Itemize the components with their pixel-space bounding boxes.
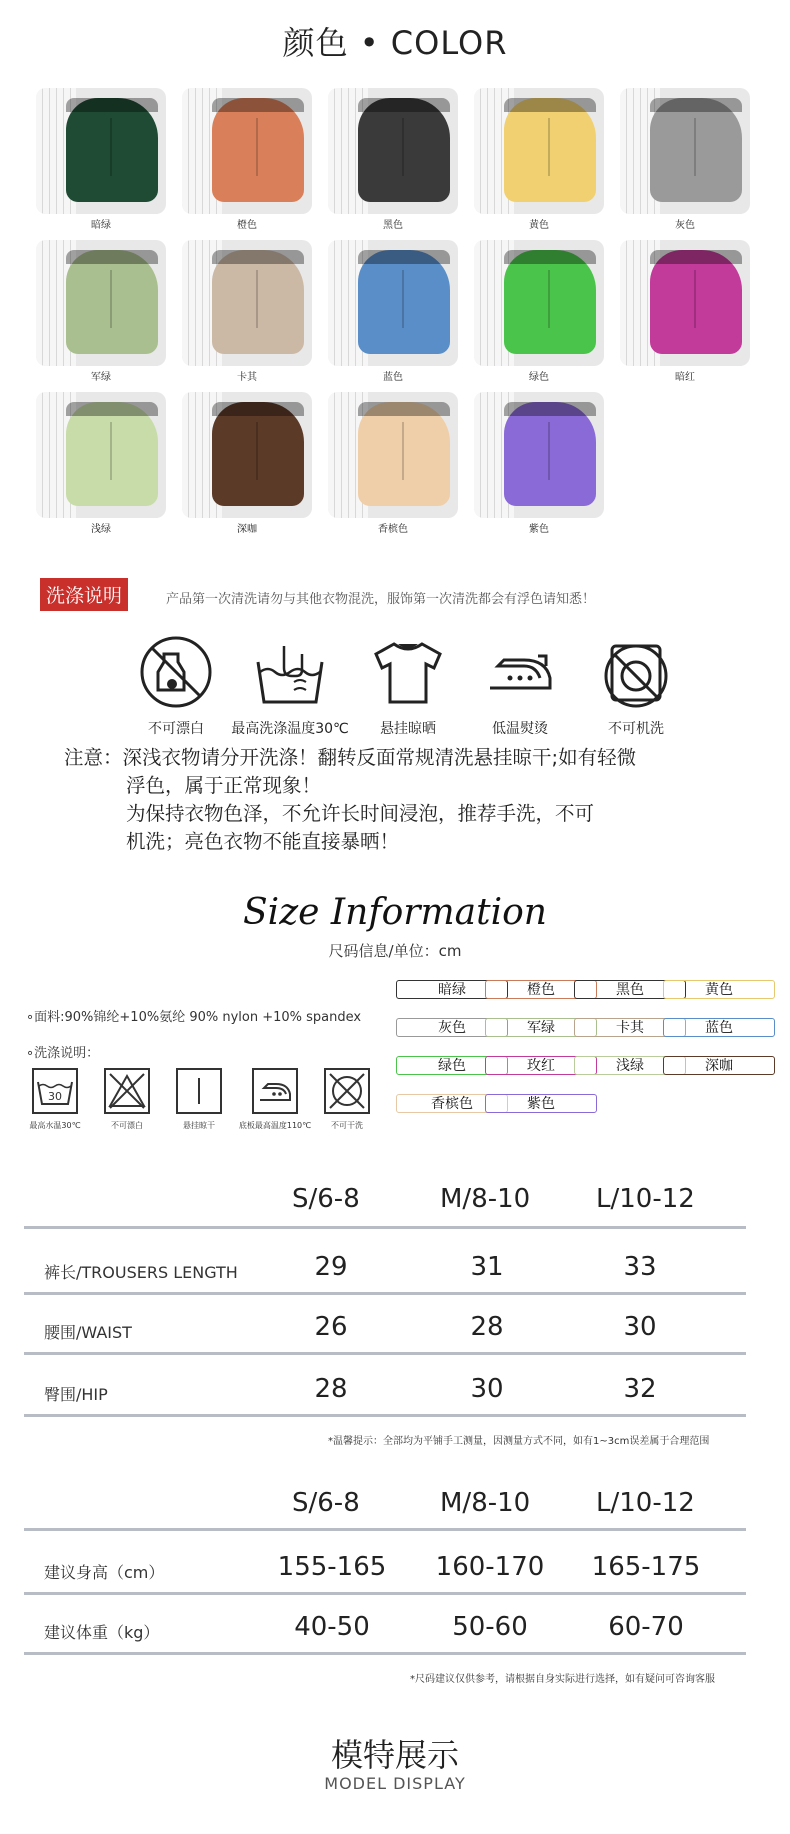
table1-row-label: 腰围/WAIST	[44, 1323, 132, 1342]
care-label-no-bleach: 不可漂白	[148, 721, 204, 737]
table1-cell: 30	[470, 1374, 504, 1404]
wash-instructions-label: ∘洗涤说明：	[26, 1046, 100, 1061]
color-swatch[interactable]	[328, 88, 458, 233]
swatch-label: 浅绿	[91, 524, 111, 535]
table1-cell: 29	[314, 1252, 348, 1282]
swatch-label: 黑色	[383, 220, 403, 231]
waistband	[212, 250, 304, 264]
waistband	[650, 98, 742, 112]
size-info-subtitle: 尺码信息/单位：cm	[328, 942, 462, 960]
wash-30-text: 30	[48, 1090, 62, 1103]
table2-cell: 40-50	[294, 1612, 370, 1642]
swatch-label: 绿色	[529, 372, 549, 383]
swatch-label: 紫色	[529, 524, 549, 535]
table1-cell: 32	[623, 1374, 657, 1404]
seam	[110, 422, 112, 480]
seam	[110, 118, 112, 176]
care-label-hang-dry: 悬挂晾晒	[380, 721, 436, 737]
model-display-title: 模特展示	[330, 1736, 459, 1774]
color-swatch[interactable]	[620, 88, 750, 233]
swatch-photo	[36, 240, 166, 366]
seam	[548, 118, 550, 176]
seam	[402, 422, 404, 480]
care-icon-no-bleach	[136, 632, 216, 712]
waistband	[504, 402, 596, 416]
shorts-image	[66, 402, 158, 506]
size-info-title: Size Information	[243, 892, 547, 933]
swatch-label: 灰色	[675, 220, 695, 231]
table2-row-label: 建议体重（kg）	[44, 1623, 160, 1642]
care-icon-hang-dry	[368, 632, 448, 712]
table1-divider	[24, 1414, 746, 1417]
waistband	[212, 98, 304, 112]
seam	[256, 270, 258, 328]
table2-divider	[24, 1528, 746, 1531]
color-chip[interactable]: 香槟色	[396, 1094, 508, 1113]
shorts-image	[650, 98, 742, 202]
small-icon-label: 最高水温30℃	[29, 1121, 81, 1130]
notice-line: 为保持衣物色泽，不允许长时间浸泡，推荐手洗，不可	[126, 802, 595, 825]
table1-divider	[24, 1292, 746, 1295]
shorts-image	[504, 98, 596, 202]
table1-cell: 28	[470, 1312, 504, 1342]
color-swatch[interactable]	[474, 392, 604, 537]
small-icon-label: 悬挂晾干	[183, 1121, 215, 1130]
color-swatch[interactable]	[36, 88, 166, 233]
seam	[694, 118, 696, 176]
color-chip[interactable]: 卡其	[574, 1018, 686, 1037]
shorts-image	[212, 250, 304, 354]
color-swatch[interactable]	[474, 88, 604, 233]
color-swatch[interactable]	[182, 88, 312, 233]
table2-row-label: 建议身高（cm）	[44, 1563, 165, 1582]
swatch-photo	[474, 88, 604, 214]
seam	[402, 270, 404, 328]
color-swatch[interactable]	[328, 240, 458, 385]
color-section-title: 颜色 • COLOR	[282, 24, 508, 62]
swatch-photo	[36, 392, 166, 518]
color-chip[interactable]: 蓝色	[663, 1018, 775, 1037]
small-icon-label: 不可漂白	[111, 1121, 143, 1130]
swatch-photo	[620, 240, 750, 366]
seam	[694, 270, 696, 328]
table2-cell: 160-170	[435, 1552, 545, 1582]
swatch-label: 卡其	[237, 372, 257, 383]
table1-cell: 28	[314, 1374, 348, 1404]
table2-cell: 50-60	[452, 1612, 528, 1642]
table2-cell: 155-165	[277, 1552, 387, 1582]
model-display-subtitle: MODEL DISPLAY	[324, 1774, 466, 1793]
iron-110-icon	[252, 1068, 298, 1114]
waistband	[66, 250, 158, 264]
swatch-photo	[474, 240, 604, 366]
wash-30-icon	[32, 1068, 78, 1114]
swatch-photo	[474, 392, 604, 518]
waistband	[212, 402, 304, 416]
swatch-photo	[328, 392, 458, 518]
swatch-label: 军绿	[91, 372, 111, 383]
swatch-label: 橙色	[237, 220, 257, 231]
care-icon-wash-temp	[250, 632, 330, 712]
table1-cell: 30	[623, 1312, 657, 1342]
shorts-image	[358, 402, 450, 506]
table2-footnote: *尺码建议仅供参考，请根据自身实际进行选择，如有疑问可咨询客服	[410, 1674, 715, 1685]
color-chip[interactable]: 深咖	[663, 1056, 775, 1075]
shorts-image	[358, 250, 450, 354]
swatch-photo	[36, 88, 166, 214]
color-swatch[interactable]	[182, 240, 312, 385]
washing-notice	[64, 744, 714, 856]
table1-divider	[24, 1226, 746, 1229]
table1-footnote: *温馨提示：全部均为平铺手工测量，因测量方式不同，如有1~3cm误差属于合理范围	[328, 1436, 710, 1447]
seam	[110, 270, 112, 328]
shorts-image	[212, 98, 304, 202]
table2-divider	[24, 1652, 746, 1655]
color-chip[interactable]: 灰色	[396, 1018, 508, 1037]
small-icon-label: 不可干洗	[331, 1121, 363, 1130]
swatch-photo	[328, 88, 458, 214]
table1-row-label: 裤长/TROUSERS LENGTH	[44, 1263, 238, 1282]
color-chip[interactable]: 紫色	[485, 1094, 597, 1113]
color-chip[interactable]: 暗绿	[396, 980, 508, 999]
swatch-label: 黄色	[529, 220, 549, 231]
seam	[256, 422, 258, 480]
care-label-no-machine-wash: 不可机洗	[608, 721, 664, 737]
care-label-wash-temp: 最高洗涤温度30℃	[231, 721, 349, 737]
shorts-image	[504, 250, 596, 354]
color-chip[interactable]: 黄色	[663, 980, 775, 999]
care-icon-no-machine-wash	[596, 632, 676, 712]
waistband	[504, 98, 596, 112]
swatch-photo	[620, 88, 750, 214]
waistband	[358, 98, 450, 112]
table2-cell: 60-70	[608, 1612, 684, 1642]
waistband	[66, 402, 158, 416]
washing-note: 产品第一次清洗请勿与其他衣物混洗，服饰第一次清洗都会有浮色请知悉！	[166, 592, 596, 607]
notice-line: 注意：深浅衣物请分开洗涤！翻转反面常规清洗悬挂晾干;如有轻微	[64, 746, 637, 769]
hang-dry-small-icon	[176, 1068, 222, 1114]
seam	[402, 118, 404, 176]
shorts-image	[358, 98, 450, 202]
waistband	[66, 98, 158, 112]
shorts-image	[212, 402, 304, 506]
waistband	[650, 250, 742, 264]
table1-header-l: L/10-12	[596, 1184, 695, 1214]
color-chip[interactable]: 玫红	[485, 1056, 597, 1075]
seam	[256, 118, 258, 176]
waistband	[504, 250, 596, 264]
swatch-photo	[182, 392, 312, 518]
swatch-photo	[328, 240, 458, 366]
no-tumble-dry-icon	[324, 1068, 370, 1114]
color-chip[interactable]: 浅绿	[574, 1056, 686, 1075]
swatch-label: 暗红	[675, 372, 695, 383]
notice-line: 浮色，属于正常现象！	[126, 774, 322, 797]
table2-header-l: L/10-12	[596, 1488, 695, 1518]
swatch-label: 暗绿	[91, 220, 111, 231]
color-chip[interactable]: 绿色	[396, 1056, 508, 1075]
table1-header-s: S/6-8	[292, 1184, 360, 1214]
color-chip[interactable]: 军绿	[485, 1018, 597, 1037]
table2-header-s: S/6-8	[292, 1488, 360, 1518]
color-swatch[interactable]	[328, 392, 458, 537]
color-swatch[interactable]	[620, 240, 750, 385]
color-chip[interactable]: 橙色	[485, 980, 597, 999]
color-swatch[interactable]	[474, 240, 604, 385]
swatch-photo	[182, 240, 312, 366]
swatch-label: 香槟色	[378, 524, 408, 535]
table1-cell: 33	[623, 1252, 657, 1282]
small-icon-label: 底板最高温度110℃	[238, 1121, 312, 1130]
table2-divider	[24, 1592, 746, 1595]
table1-divider	[24, 1352, 746, 1355]
care-icon-low-iron	[480, 632, 560, 712]
color-swatch[interactable]	[182, 392, 312, 537]
waistband	[358, 402, 450, 416]
care-label-low-iron: 低温熨烫	[492, 721, 548, 737]
swatch-label: 深咖	[237, 524, 257, 535]
shorts-image	[66, 98, 158, 202]
color-swatch[interactable]	[36, 392, 166, 537]
swatch-photo	[182, 88, 312, 214]
swatch-label: 蓝色	[383, 372, 403, 383]
waistband	[358, 250, 450, 264]
shorts-image	[650, 250, 742, 354]
seam	[548, 422, 550, 480]
color-swatch[interactable]	[36, 240, 166, 385]
washing-tag: 洗涤说明	[40, 578, 128, 611]
fabric-composition: ∘面料:90%锦纶+10%氨纶 90% nylon +10% spandex	[26, 1010, 362, 1025]
table2-cell: 165-175	[591, 1552, 701, 1582]
table1-cell: 26	[314, 1312, 348, 1342]
shorts-image	[504, 402, 596, 506]
table2-header-m: M/8-10	[440, 1488, 531, 1518]
seam	[548, 270, 550, 328]
table1-cell: 31	[470, 1252, 504, 1282]
table1-row-label: 臀围/HIP	[44, 1385, 108, 1404]
notice-line: 机洗；亮色衣物不能直接暴晒！	[126, 830, 400, 853]
table1-header-m: M/8-10	[440, 1184, 531, 1214]
no-bleach-small-icon	[104, 1068, 150, 1114]
shorts-image	[66, 250, 158, 354]
color-chip[interactable]: 黑色	[574, 980, 686, 999]
